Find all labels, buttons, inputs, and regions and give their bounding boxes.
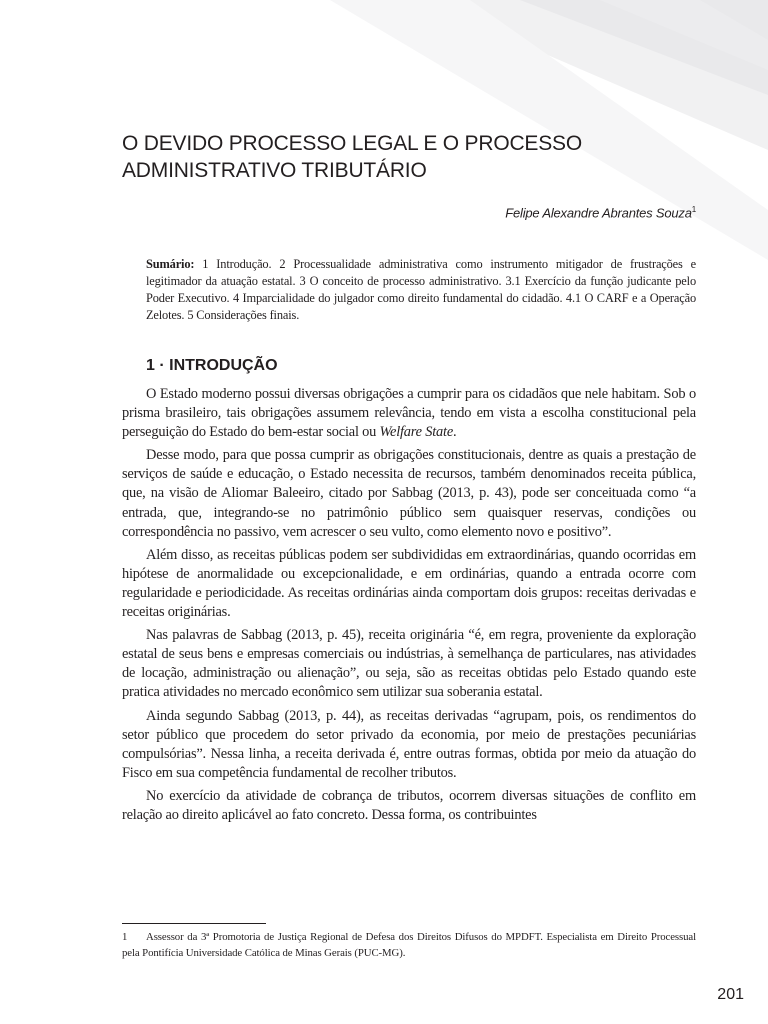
paragraph <box>122 385 696 442</box>
article-title: O DEVIDO PROCESSO LEGAL E O PROCESSO ADMINISTRATIVO TRIBUTÁRIO <box>122 132 582 182</box>
summary <box>146 256 696 324</box>
page-number: 201 <box>717 986 744 1003</box>
paragraph: Além disso, as receitas públicas podem ser subdivididas em extraordinárias, quando ocorridas em hipótese de anormalidade ou excepcionalidade, e em ordinárias, quando a entrada ocorre com regularidade e periodicidade. As receitas ordinárias ainda comportam dois grupos: receitas derivadas e receitas originárias. <box>122 546 696 621</box>
paragraph-1-end: . <box>453 424 457 441</box>
paragraph-1-text: O Estado moderno possui diversas obrigações a cumprir para os cidadãos que nele habitam. Sob o prisma brasileiro, tais obrigações assumem relevância, tendo em vista a escolha constitucional pela perseguição do Estado do bem-estar social ou <box>122 386 696 441</box>
paragraph: Nas palavras de Sabbag (2013, p. 45), receita originária “é, em regra, proveniente da exploração estatal de seus bens e empresas comerciais ou indústrias, à semelhança de particulares, nas atividades de locação, administração ou alienação”, ou seja, são as receitas obtidas pelo Estado quando este pratica atividades no mercado econômico sem utilizar sua soberania estatal. <box>122 627 696 701</box>
paragraph: Ainda segundo Sabbag (2013, p. 44), as receitas derivadas “agrupam, pois, os rendimentos do setor público que procedem do setor privado da economia, por meio de prestações pecuniárias compulsórias”. Nessa linha, a receita derivada é, entre outras formas, obtida por meio da atuação do Fisco em sua competência fundamental de recolher tributos. <box>122 707 696 781</box>
paragraph: No exercício da atividade de cobrança de tributos, ocorrem diversas situações de conflito em relação ao direito aplicável ao fato concreto. Dessa forma, os contribuintes <box>122 787 696 823</box>
footnote-divider <box>122 923 266 924</box>
footnote-number: 1 <box>122 931 128 943</box>
author-name: Felipe Alexandre Abrantes Souza <box>505 205 692 221</box>
paragraph-1-italic: Welfare State <box>379 424 454 441</box>
section-heading-introducao: 1 · INTRODUÇÃO <box>146 357 278 374</box>
paragraph: Desse modo, para que possa cumprir as obrigações constitucionais, dentre as quais a prestação de serviços de saúde e educação, o Estado necessita de recursos, também denominados receita pública, que, na visão de Aliomar Baleeiro, citado por Sabbag (2013, p. 43), pode ser conceituada como “a entrada, que, integrando-se no patrimônio público sem quaisquer reservas, condições ou correspondência no passivo, vem acrescer o seu vulto, como elemento novo e positivo”. <box>122 447 696 540</box>
body-text <box>122 385 696 825</box>
author-line <box>505 205 696 220</box>
footnote <box>122 930 696 961</box>
footnote-text: Assessor da 3ª Promotoria de Justiça Regional de Defesa dos Direitos Difusos do MPDFT. Especialista em Direito Processual pela Pontifícia Universidade Católica de Minas Gerais (PUC-MG). <box>122 931 696 959</box>
summary-label: Sumário: <box>146 257 195 271</box>
author-footnote-mark[interactable]: 1 <box>691 205 696 214</box>
summary-text: 1 Introdução. 2 Processualidade administrativa como instrumento mitigador de frustrações e legitimador da atuação estatal. 3 O conceito de processo administrativo. 3.1 Exercício da função judicante pelo Poder Executivo. 4 Imparcialidade do julgador como direito fundamental do cidadão. 4.1 O CARF e a Operação Zelotes. 5 Considerações finais. <box>146 257 696 322</box>
